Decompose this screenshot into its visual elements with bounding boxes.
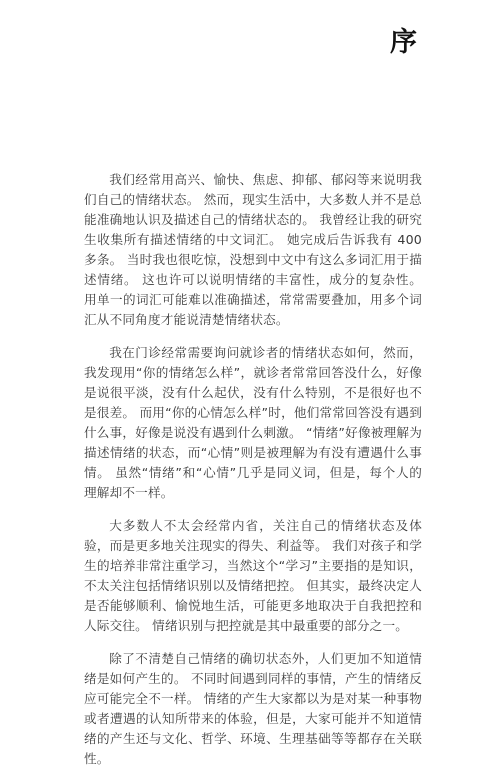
paragraph: 我在门诊经常需要询问就诊者的情绪状态如何，然而，我发现用“你的情绪怎么样”，就诊者常常回答没什么，好像是说很平淡，没有什么起伏，没有什么特别，不是很好也不是很差。 而用“你的心情怎么样”时，他们常常回答没有遇到什么事，好像是说没有遇到什么刺激。 “情绪”好像被理解为描述情绪的状态，而“心情”则是被理解为有没有遭遇什么事情。 虽然“情绪”和“心情”几乎是同义词，但是，每个人的理解却不一样。 <box>84 345 422 500</box>
paragraph: 我们经常用高兴、愉快、焦虑、抑郁、郁闷等来说明我们自己的情绪状态。 然而，现实生活中，大多数人并不是总能准确地认识及描述自己的情绪状态的。 我曾经让我的研究生收集所有描述情绪的中文词汇。 她完成后告诉我有 400 多条。 当时我也很吃惊，没想到中文中有这么多词汇用于描述情绪。 这也许可以说明情绪的丰富性，成分的复杂性。 用单一的词汇可能难以准确描述，常常需要叠加，用多个词汇从不同角度才能说清楚情绪状态。 <box>84 172 422 327</box>
paragraph: 除了不清楚自己情绪的确切状态外，人们更加不知道情绪是如何产生的。 不同时间遇到同样的事情，产生的情绪反应可能完全不一样。 情绪的产生大家都以为是对某一种事物或者遭遇的认知所带来的体验，但是，大家可能并不知道情绪的产生还与文化、哲学、环境、生理基础等等都存在关联性。 <box>84 651 422 766</box>
paragraph: 大多数人不太会经常内省，关注自己的情绪状态及体验，而是更多地关注现实的得失、利益等。 我们对孩子和学生的培养非常注重学习，当然这个“学习”主要指的是知识，不太关注包括情绪识别以及情绪把控。 但其实，最终决定人是否能够顺利、愉悦地生活，可能更多地取决于自我把控和人际交往。 情绪识别与把控就是其中最重要的部分之一。 <box>84 518 422 633</box>
body-text <box>84 170 422 782</box>
chapter-title: 序 <box>390 27 418 58</box>
